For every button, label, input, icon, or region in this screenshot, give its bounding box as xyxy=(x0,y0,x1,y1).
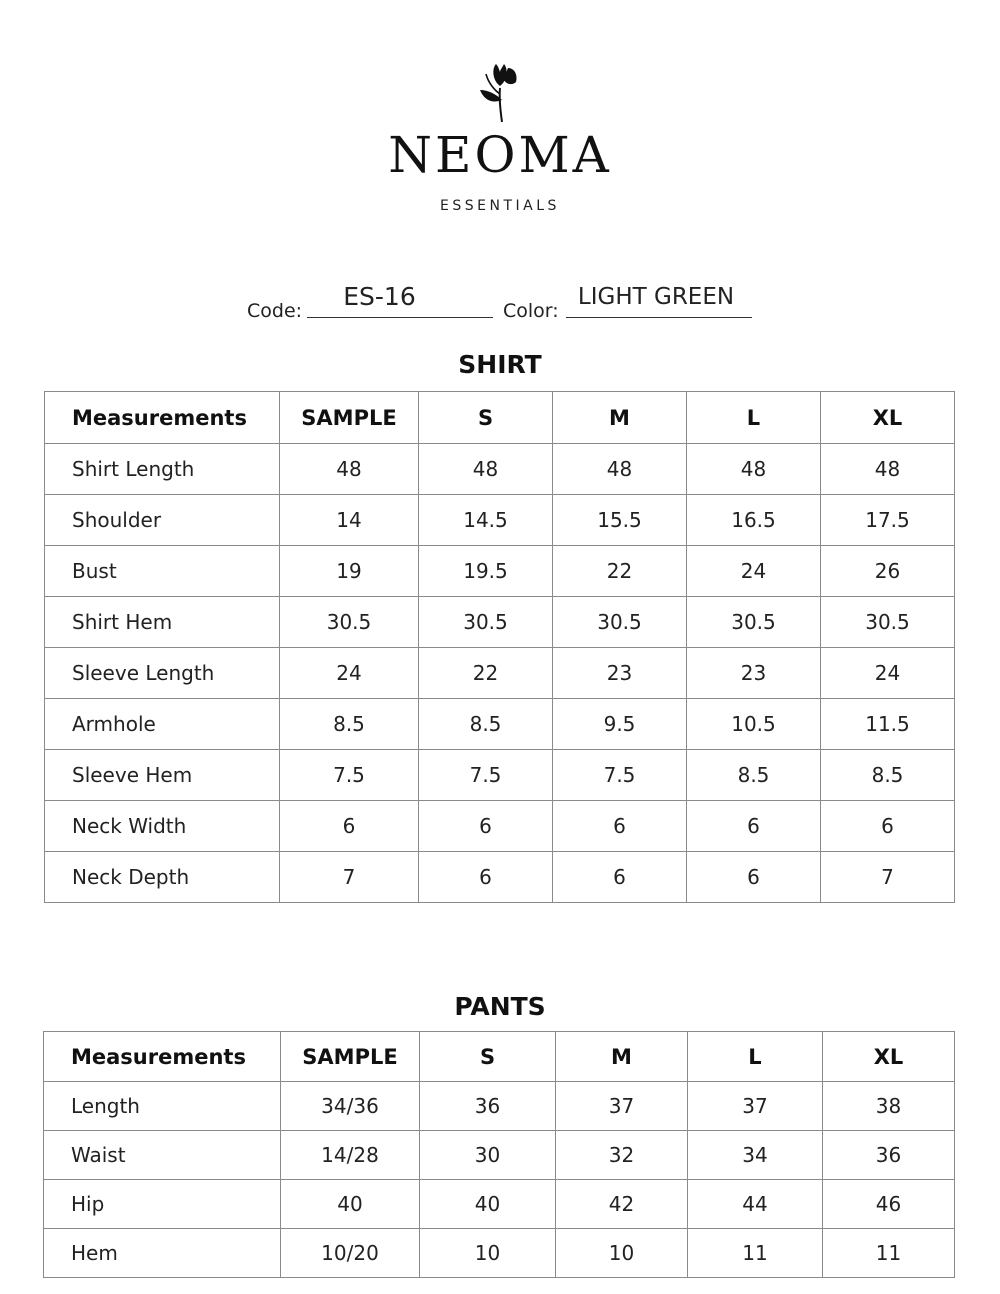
brand-tagline: ESSENTIALS xyxy=(440,198,560,214)
measurement-value: 10.5 xyxy=(687,699,821,750)
measurement-value: 7 xyxy=(280,852,419,903)
measurement-value: 48 xyxy=(687,444,821,495)
measurement-value: 14/28 xyxy=(281,1131,420,1180)
measurement-value: 24 xyxy=(821,648,955,699)
color-label: Color: xyxy=(503,300,559,322)
measurement-name: Shoulder xyxy=(45,495,280,546)
measurement-value: 30.5 xyxy=(553,597,687,648)
measurement-value: 30.5 xyxy=(687,597,821,648)
size-header: M xyxy=(556,1032,688,1082)
measurement-value: 6 xyxy=(553,852,687,903)
measurement-value: 8.5 xyxy=(280,699,419,750)
measurement-value: 19.5 xyxy=(419,546,553,597)
measurement-value: 23 xyxy=(553,648,687,699)
measurement-value: 6 xyxy=(687,801,821,852)
measurement-value: 30.5 xyxy=(419,597,553,648)
table-header-row xyxy=(45,392,955,444)
measurement-name: Shirt Hem xyxy=(45,597,280,648)
table-row xyxy=(45,648,955,699)
measurement-value: 19 xyxy=(280,546,419,597)
code-underline xyxy=(307,317,493,318)
code-label: Code: xyxy=(247,300,303,322)
measurement-name: Hem xyxy=(44,1229,281,1278)
table-row xyxy=(45,852,955,903)
measurement-value: 44 xyxy=(688,1180,823,1229)
table-row xyxy=(45,750,955,801)
measurements-header: Measurements xyxy=(45,392,280,444)
measurement-name: Waist xyxy=(44,1131,281,1180)
measurement-value: 22 xyxy=(553,546,687,597)
size-header: M xyxy=(553,392,687,444)
measurement-value: 38 xyxy=(823,1082,955,1131)
measurements-header: Measurements xyxy=(44,1032,281,1082)
measurement-name: Armhole xyxy=(45,699,280,750)
measurement-value: 30.5 xyxy=(280,597,419,648)
measurement-value: 8.5 xyxy=(821,750,955,801)
pants-title: PANTS xyxy=(454,992,546,1021)
brand-name: NEOMA xyxy=(388,126,612,184)
measurement-value: 10 xyxy=(556,1229,688,1278)
table-row xyxy=(44,1229,955,1278)
measurement-value: 6 xyxy=(419,801,553,852)
pants-size-table xyxy=(43,1031,955,1278)
measurement-name: Neck Width xyxy=(45,801,280,852)
measurement-value: 24 xyxy=(280,648,419,699)
measurement-name: Neck Depth xyxy=(45,852,280,903)
size-header: XL xyxy=(821,392,955,444)
measurement-value: 17.5 xyxy=(821,495,955,546)
measurement-value: 7 xyxy=(821,852,955,903)
measurement-name: Shirt Length xyxy=(45,444,280,495)
measurement-value: 36 xyxy=(823,1131,955,1180)
table-row xyxy=(45,546,955,597)
size-header: S xyxy=(420,1032,556,1082)
measurement-value: 8.5 xyxy=(419,699,553,750)
measurement-value: 8.5 xyxy=(687,750,821,801)
table-row xyxy=(45,597,955,648)
measurement-name: Sleeve Hem xyxy=(45,750,280,801)
measurement-value: 14.5 xyxy=(419,495,553,546)
measurement-value: 37 xyxy=(556,1082,688,1131)
measurement-value: 42 xyxy=(556,1180,688,1229)
shirt-title: SHIRT xyxy=(458,350,542,379)
measurement-value: 10/20 xyxy=(281,1229,420,1278)
shirt-size-table xyxy=(44,391,955,903)
table-row xyxy=(44,1082,955,1131)
measurement-name: Hip xyxy=(44,1180,281,1229)
table-row xyxy=(45,699,955,750)
measurement-value: 34 xyxy=(688,1131,823,1180)
code-value: ES-16 xyxy=(343,282,416,311)
measurement-value: 32 xyxy=(556,1131,688,1180)
measurement-value: 40 xyxy=(420,1180,556,1229)
measurement-value: 6 xyxy=(821,801,955,852)
measurement-value: 6 xyxy=(687,852,821,903)
measurement-value: 36 xyxy=(420,1082,556,1131)
measurement-value: 14 xyxy=(280,495,419,546)
measurement-value: 30.5 xyxy=(821,597,955,648)
size-header: SAMPLE xyxy=(281,1032,420,1082)
size-header: L xyxy=(687,392,821,444)
measurement-value: 48 xyxy=(821,444,955,495)
measurement-value: 7.5 xyxy=(419,750,553,801)
measurement-value: 6 xyxy=(553,801,687,852)
measurement-value: 48 xyxy=(419,444,553,495)
measurement-value: 23 xyxy=(687,648,821,699)
size-header: XL xyxy=(823,1032,955,1082)
measurement-value: 16.5 xyxy=(687,495,821,546)
measurement-value: 10 xyxy=(420,1229,556,1278)
measurement-value: 11.5 xyxy=(821,699,955,750)
measurement-value: 48 xyxy=(553,444,687,495)
tulip-icon xyxy=(478,60,522,124)
measurement-value: 7.5 xyxy=(280,750,419,801)
table-row xyxy=(45,801,955,852)
product-meta xyxy=(0,280,1000,324)
color-underline xyxy=(566,317,752,318)
table-row xyxy=(44,1180,955,1229)
measurement-value: 6 xyxy=(419,852,553,903)
measurement-value: 15.5 xyxy=(553,495,687,546)
table-row xyxy=(45,495,955,546)
brand-logo xyxy=(0,60,1000,214)
measurement-value: 48 xyxy=(280,444,419,495)
measurement-value: 6 xyxy=(280,801,419,852)
measurement-name: Bust xyxy=(45,546,280,597)
measurement-value: 7.5 xyxy=(553,750,687,801)
size-header: L xyxy=(688,1032,823,1082)
size-header: SAMPLE xyxy=(280,392,419,444)
measurement-value: 11 xyxy=(823,1229,955,1278)
table-row xyxy=(44,1131,955,1180)
measurement-value: 34/36 xyxy=(281,1082,420,1131)
measurement-value: 40 xyxy=(281,1180,420,1229)
measurement-value: 30 xyxy=(420,1131,556,1180)
measurement-value: 22 xyxy=(419,648,553,699)
measurement-name: Length xyxy=(44,1082,281,1131)
measurement-value: 46 xyxy=(823,1180,955,1229)
measurement-value: 26 xyxy=(821,546,955,597)
measurement-value: 24 xyxy=(687,546,821,597)
table-header-row xyxy=(44,1032,955,1082)
measurement-value: 37 xyxy=(688,1082,823,1131)
measurement-value: 11 xyxy=(688,1229,823,1278)
measurement-value: 9.5 xyxy=(553,699,687,750)
size-header: S xyxy=(419,392,553,444)
measurement-name: Sleeve Length xyxy=(45,648,280,699)
table-row xyxy=(45,444,955,495)
color-value: LIGHT GREEN xyxy=(577,284,735,310)
